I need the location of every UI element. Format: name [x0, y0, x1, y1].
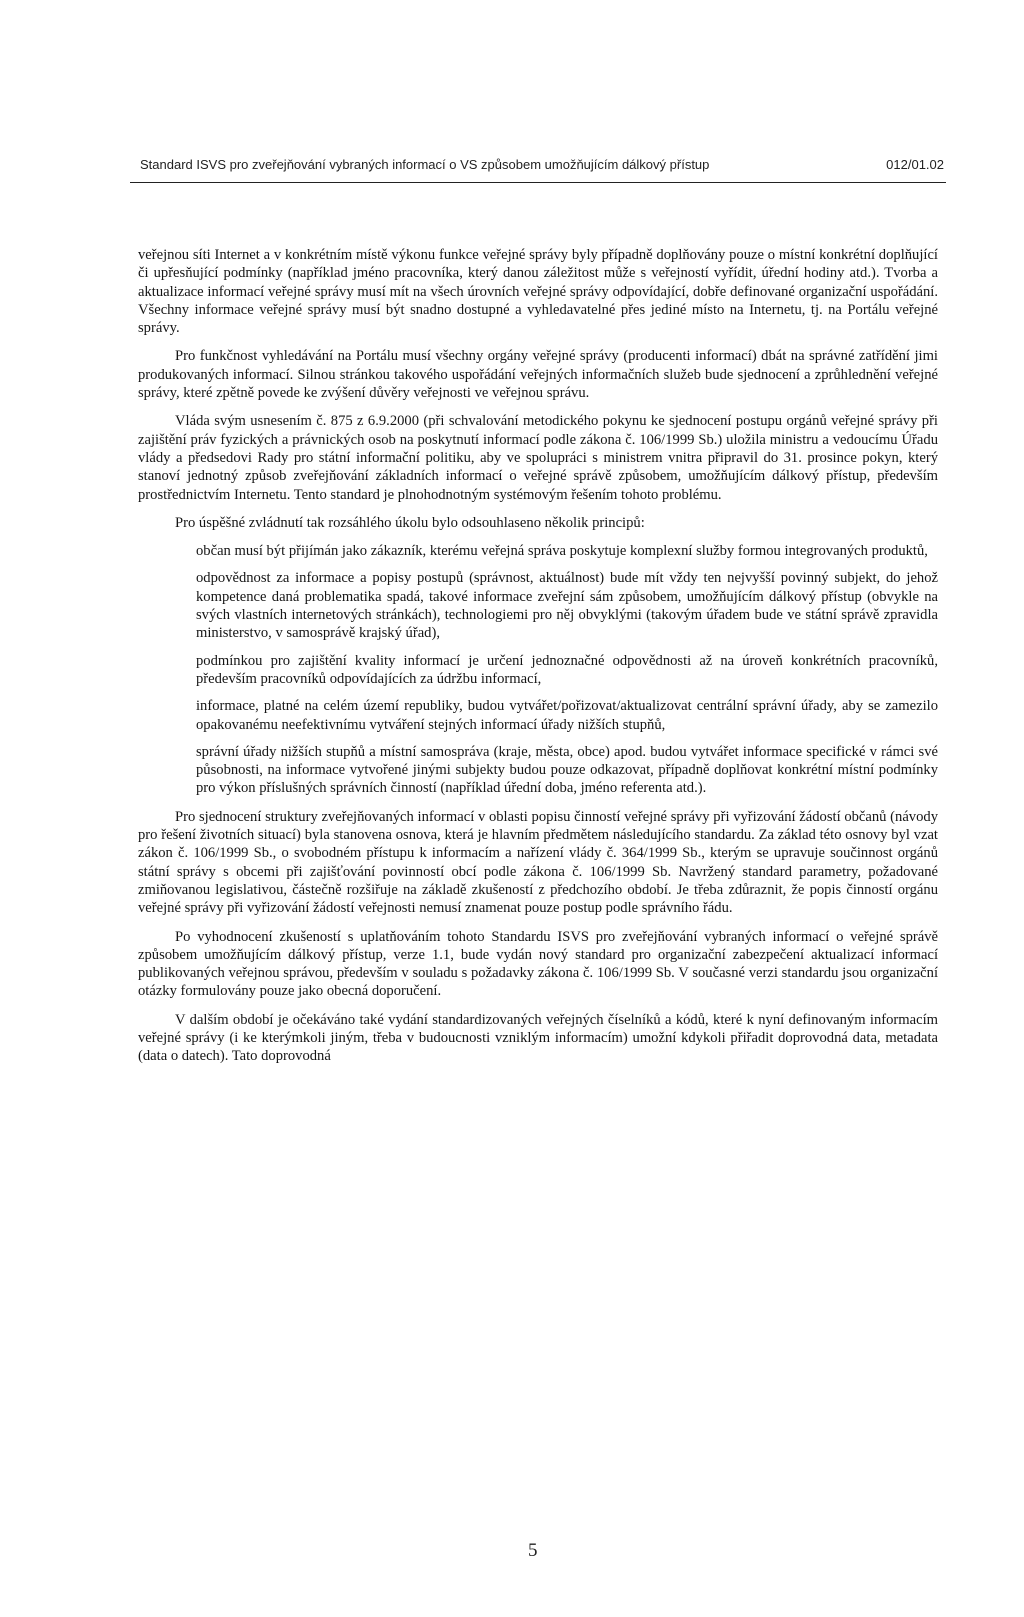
page-number: 5 — [528, 1540, 538, 1561]
principle-item: podmínkou pro zajištění kvality informací je určení jednoznačné odpovědnosti až na úroveň konkrétních pracovníků, především pracovníků odpovídajících za údržbu informací, — [196, 652, 938, 687]
body-paragraph: veřejnou síti Internet a v konkrétním místě výkonu funkce veřejné správy byly případně doplňovány pouze o místní konkrétní doplňující či upřesňující podmínky (například jméno pracovníka, který danou záležitost může s veřejností vyřídit, úřední hodiny atd.). Tvorba a aktualizace informací veřejné správy musí mít na všech úrovních veřejné správy odpovídající, dobře definované organizační uspořádání. Všechny informace veřejné správy musí být snadno dostupné a vyhledavatelné přes jediné místo na Internetu, tj. na Portálu veřejné správy. — [138, 247, 938, 337]
page-header — [140, 153, 946, 177]
body-paragraph: V dalším období je očekáváno také vydání standardizovaných veřejných číselníků a kódů, které k nyní definovaným informacím veřejné správy (i ke kterýmkoli jiným, třeba v budoucnosti vzniklým informacím) umožní kdykoli přiřadit doprovodná data, metadata (data o datech). Tato doprovodná — [138, 1011, 938, 1065]
body-paragraph: Pro funkčnost vyhledávání na Portálu musí všechny orgány veřejné správy (producenti informací) dbát na správné zatřídění jimi produkovaných informací. Silnou stránkou takového uspořádání veřejných informačních služeb bude sjednocení a zprůhlednění veřejné správy, které zpětně povede ke zvýšení důvěry veřejnosti ve veřejnou správu. — [138, 348, 938, 402]
principles-intro: Pro úspěšné zvládnutí tak rozsáhlého úkolu bylo odsouhlaseno několik principů: — [175, 514, 645, 531]
document-body — [138, 246, 938, 1076]
body-paragraph: Pro sjednocení struktury zveřejňovaných informací v oblasti popisu činností veřejné správy při vyřizování žádostí občanů (návody pro řešení životních situací) byla stanovena osnova, která je hlavním předmětem následujícího standardu. Za základ této osnovy byl vzat zákon č. 106/1999 Sb., o svobodném přístupu k informacím a nařízení vlády č. 364/1999 Sb., kterým se upravuje součinnost orgánů státní správy s obcemi při zajišťování povinností obcí podle zákona č. 106/1999 Sb. Navržený standard parametry, požadované zmiňovanou legislativou, částečně rozšiřuje na základě zkušeností z předchozího období. Je třeba zdůraznit, že popis činností orgánu veřejné správy při vyřizování žádostí veřejnosti nemusí znamenat pouze postup podle správního řádu. — [138, 808, 938, 917]
body-paragraph: Vláda svým usnesením č. 875 z 6.9.2000 (při schvalování metodického pokynu ke sjednocení postupu orgánů veřejné správy při zajištění práv fyzických a právnických osob na poskytnutí informací podle zákona č. 106/1999 Sb.) uložila ministru a vedoucímu Úřadu vlády a předsedovi Rady pro státní informační politiku, aby ve spolupráci s ministrem vnitra připravil do 31. prosince pokyn, který stanoví jednotný způsob zveřejňování základních informací o veřejné správě způsobem, umožňujícím dálkový přístup, především prostřednictvím Internetu. Tento standard je plnohodnotným systémovým řešením tohoto problému. — [138, 413, 938, 503]
header-title: Standard ISVS pro zveřejňování vybraných informací o VS způsobem umožňujícím dálkový přístup — [140, 157, 710, 172]
principle-item: odpovědnost za informace a popisy postupů (správnost, aktuálnost) bude mít vždy ten nejvyšší povinný subjekt, do jehož kompetence daná problematika spadá, takové informace zveřejní sám způsobem, umožňujícím dálkový přístup (obvykle na svých vlastních internetových stránkách), technologiemi pro něj obvyklými (takovým úřadem bude ve státní správě zpravidla ministerstvo, v samosprávě krajský úřad), — [196, 570, 938, 642]
principle-item: informace, platné na celém území republiky, budou vytvářet/pořizovat/aktualizovat centrální správní úřady, aby se zamezilo opakovanému neefektivnímu vytváření stejných informací úřady nižších stupňů, — [196, 698, 938, 733]
document-code: 012/01.02 — [886, 157, 944, 172]
body-paragraph: Po vyhodnocení zkušeností s uplatňováním tohoto Standardu ISVS pro zveřejňování vybraných informací o veřejné správě způsobem umožňujícím dálkový přístup, verze 1.1, bude vydán nový standard pro organizační zabezpečení aktualizací informací publikovaných veřejnou správou, především v souladu s požadavky zákona č. 106/1999 Sb. V současné verzi standardu jsou organizační otázky formulovány pouze jako obecná doporučení. — [138, 928, 938, 1000]
principles-list — [138, 542, 938, 798]
principle-item: správní úřady nižších stupňů a místní samospráva (kraje, města, obce) apod. budou vytvářet informace specifické v rámci své působnosti, na informace vytvořené jinými subjekty budou pouze odkazovat, případně doplňovat konkrétní místní podmínky pro výkon příslušných správních činností (například úřední doba, jméno referenta atd.). — [196, 743, 938, 797]
principle-item: občan musí být přijímán jako zákazník, kterému veřejná správa poskytuje komplexní služby formou integrovaných produktů, — [196, 543, 928, 560]
header-divider — [130, 182, 946, 183]
